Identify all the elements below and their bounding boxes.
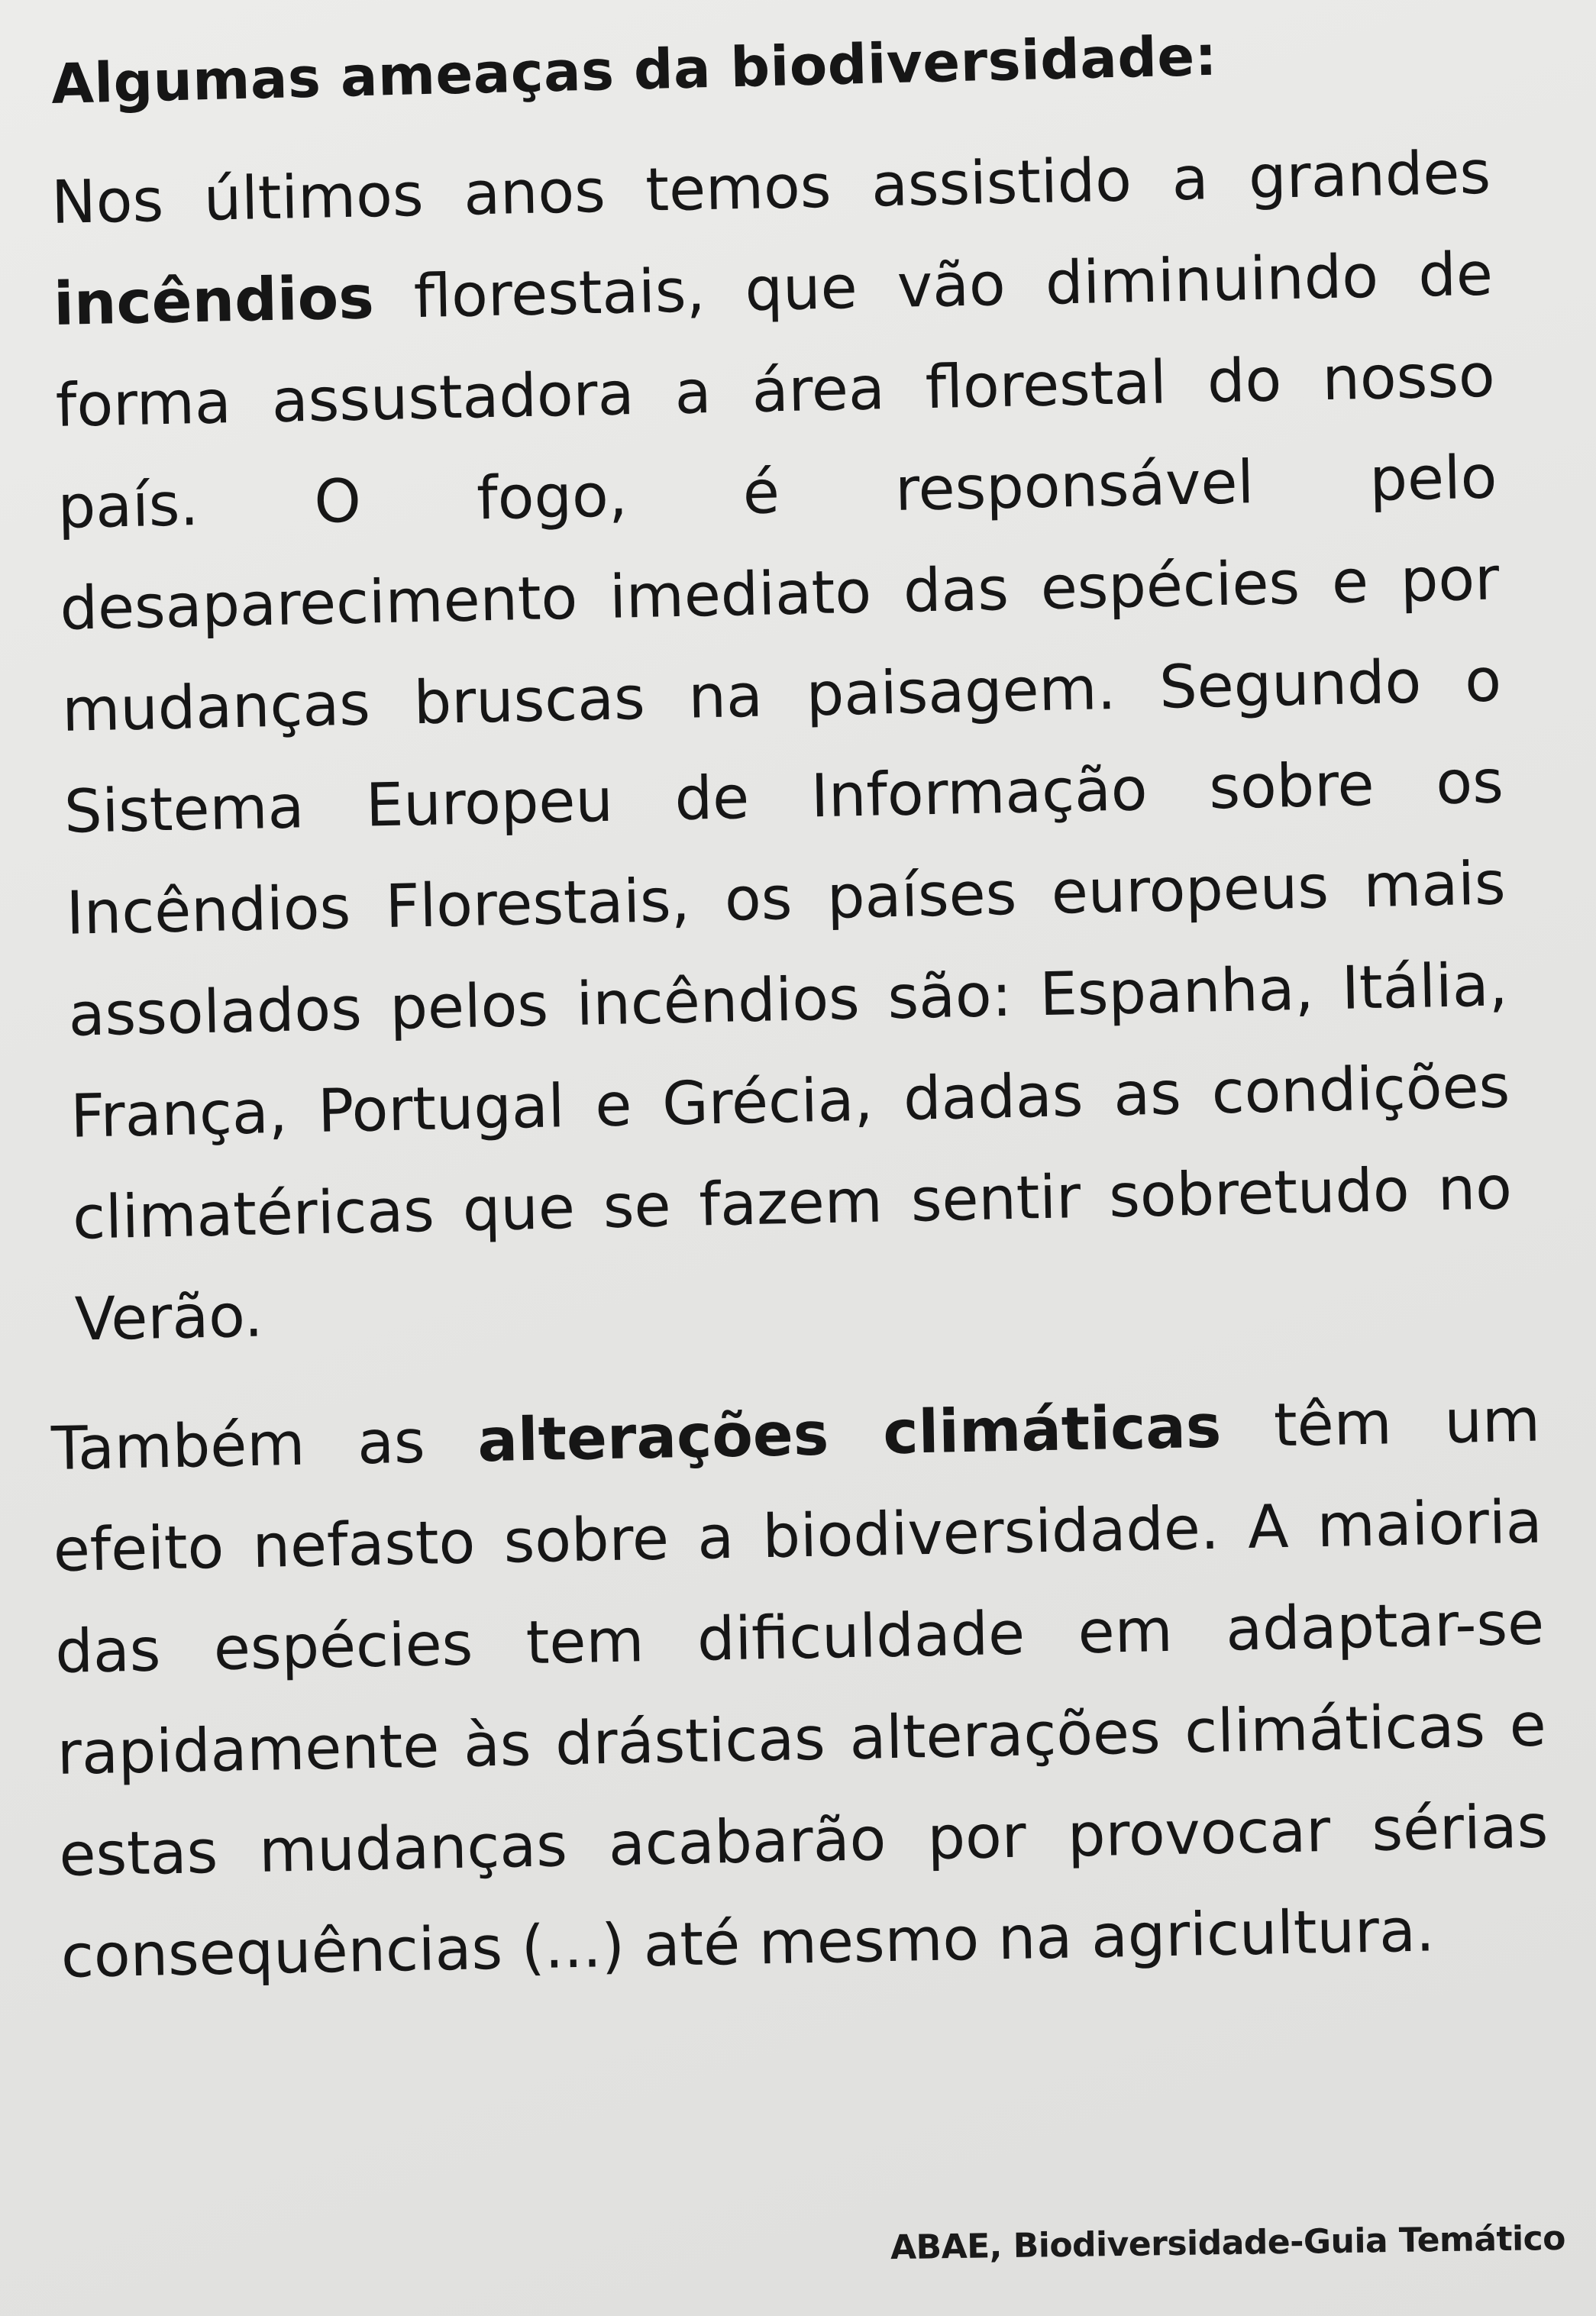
paragraph-fires bbox=[50, 123, 1515, 1371]
paragraph-climate-text-end: têm um efeito nefasto sobre a biodiversidade. A maioria das espécies tem dificuldade em adaptar-se rapidamente às drásticas alterações climáticas e estas mudanças acabarão por provocar sérias consequências (...) até mesmo na agricultura. bbox=[52, 1386, 1549, 1991]
paragraph-climate bbox=[50, 1371, 1551, 2008]
paragraph-fires-text-end: florestais, que vão diminuindo de forma assustadora a área florestal do nosso país. O fogo, é responsável pelo desaparecimento imediato das espécies e por mudanças bruscas na paisagem. Segundo o Sistema Europeu de Informação sobre os Incêndios Florestais, os países europeus mais assolados pelos incêndios são: Espanha, Itália, França, Portugal e Grécia, dadas as condições climatéricas que se fazem sentir sobretudo no Verão. bbox=[55, 240, 1513, 1355]
paragraph-climate-text-start: Também as bbox=[50, 1407, 479, 1484]
source-citation: ABAE, Biodiversidade-Guia Temático bbox=[890, 2218, 1566, 2268]
paragraph-fires-text-start: Nos últimos anos temos assistido a grandes bbox=[50, 138, 1491, 237]
page-heading: Algumas ameaças da biodiversidade: bbox=[50, 23, 1218, 116]
paragraph-fires-bold-term: incêndios bbox=[53, 263, 375, 339]
paragraph-climate-bold-term: alterações climáticas bbox=[477, 1392, 1223, 1476]
